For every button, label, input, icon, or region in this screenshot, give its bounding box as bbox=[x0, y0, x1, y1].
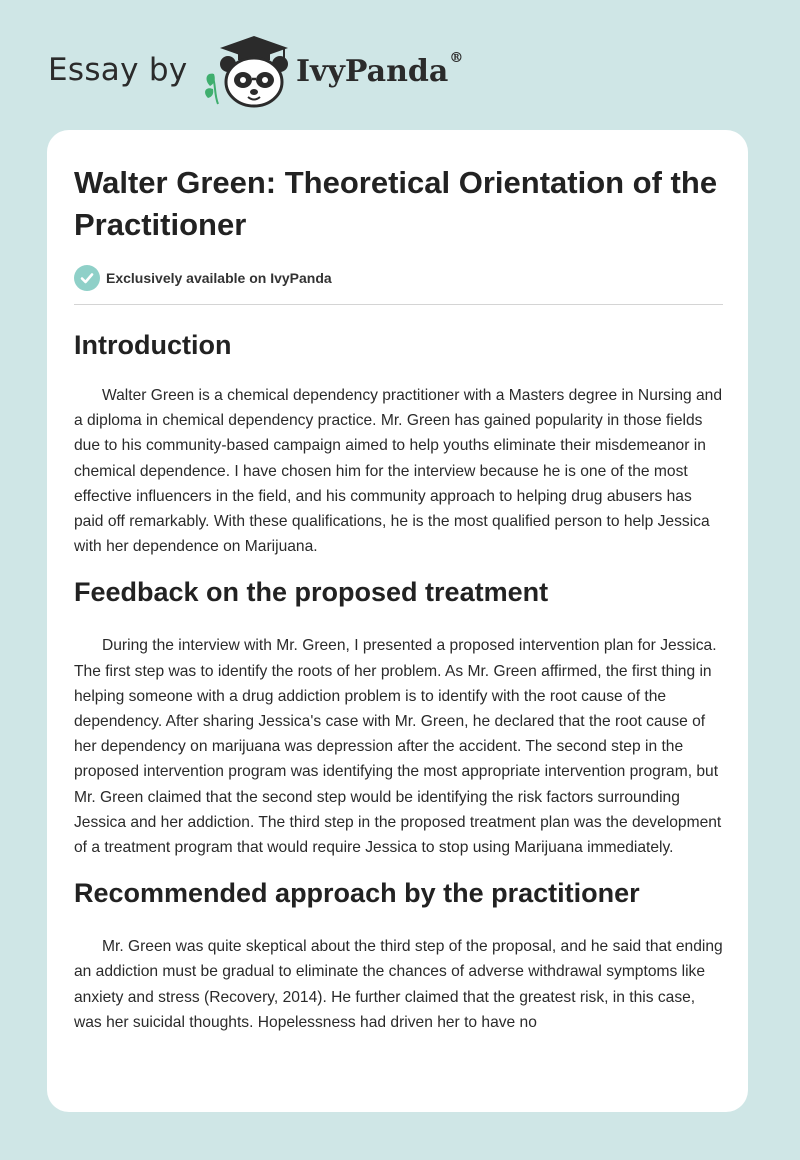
exclusive-badge-text: Exclusively available on IvyPanda bbox=[106, 270, 332, 286]
registered-mark: ® bbox=[449, 50, 464, 66]
section-heading-feedback: Feedback on the proposed treatment bbox=[74, 577, 549, 608]
page-title: Walter Green: Theoretical Orientation of the Practitioner bbox=[74, 165, 718, 242]
exclusive-badge bbox=[74, 264, 724, 292]
essay-content bbox=[74, 162, 724, 1035]
brand-name bbox=[296, 50, 464, 89]
brand-header[interactable] bbox=[48, 34, 508, 108]
panda-graduate-icon bbox=[200, 34, 292, 108]
section-heading-introduction: Introduction bbox=[74, 330, 232, 360]
essay-card bbox=[47, 130, 748, 1112]
section-paragraph-feedback: During the interview with Mr. Green, I presented a proposed intervention plan for Jessica. The first step was to identify the roots of her problem. As Mr. Green affirmed, the first thing in helping someone with a drug addiction problem is to identify with the root cause of the dependency. After sharing Jessica's case with Mr. Green, he declared that the root cause of her dependency on marijuana was depression after the accident. The second step in the proposed intervention program was identifying the most appropriate intervention program, but Mr. Green claimed that the second step would be identifying the risk factors surrounding Jessica and her addiction. The third step in the proposed treatment plan was the development of a treatment program that would require Jessica to stop using Marijuana immediately. bbox=[74, 637, 722, 857]
brand-prefix: Essay by bbox=[48, 52, 188, 88]
check-circle-icon bbox=[74, 265, 100, 291]
brand-name-text: IvyPanda bbox=[296, 54, 449, 89]
section-paragraph-introduction: Walter Green is a chemical dependency practitioner with a Masters degree in Nursing and a diploma in chemical dependency practice. Mr. Green has gained popularity in those fields due to his community-based campaign aimed to help youths eliminate their misdemeanor in chemical dependence. I have chosen him for the interview because he is one of the most effective influencers in the field, and his community approach to helping drug abusers has paid off remarkably. With these qualifications, he is the most qualified person to help Jessica with her dependence on Marijuana. bbox=[74, 387, 723, 556]
section-paragraph-recommended-approach: Mr. Green was quite skeptical about the third step of the proposal, and he said that ending an addiction must be gradual to eliminate the chances of adverse withdrawal symptoms like anxiety and stress (Recovery, 2014). He further claimed that the greatest risk, in this case, was her suicidal thoughts. Hopelessness had driven her to have no bbox=[74, 938, 723, 1031]
title-divider bbox=[74, 304, 723, 305]
section-heading-recommended-approach: Recommended approach by the practitioner bbox=[74, 878, 640, 909]
